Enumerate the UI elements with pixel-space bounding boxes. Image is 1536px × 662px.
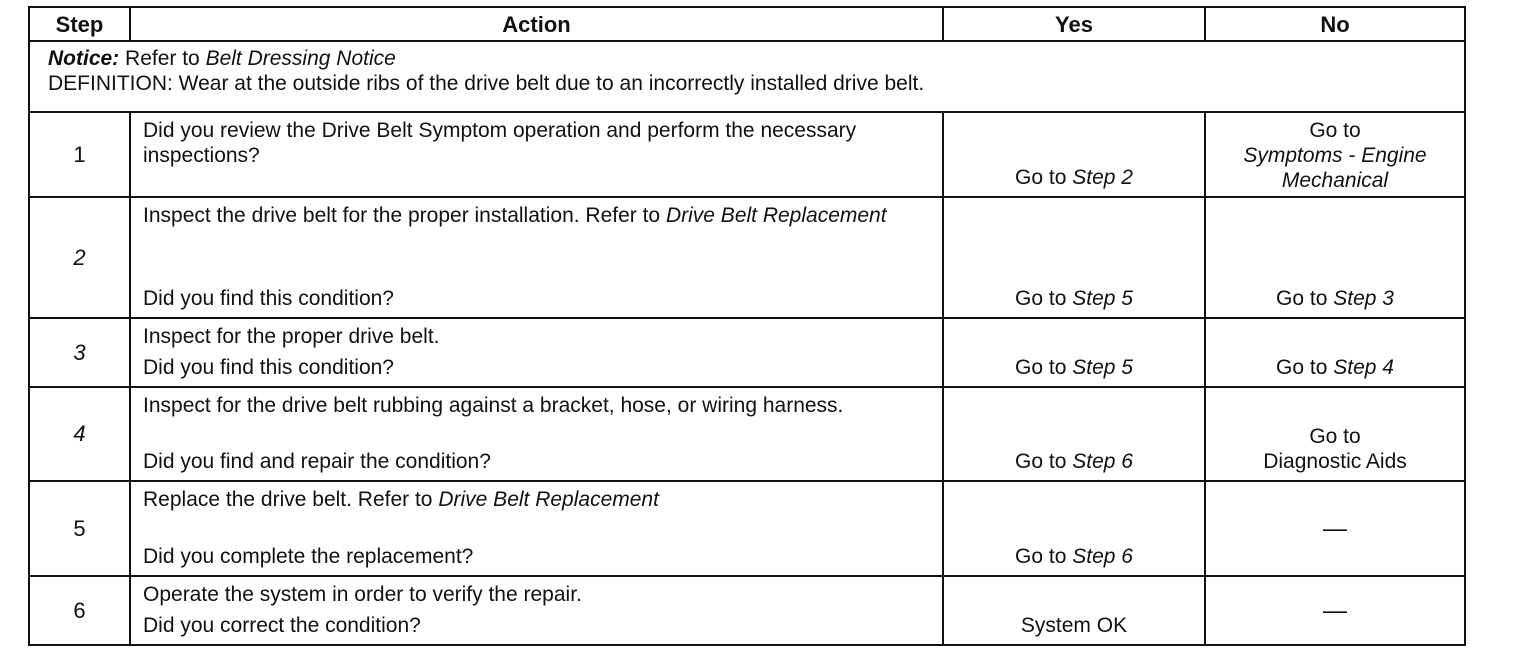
yes-cell: [943, 387, 1205, 482]
action-question: Did you find this condition?: [143, 286, 394, 310]
header-no: No: [1205, 7, 1465, 41]
action-cell: [130, 112, 943, 197]
table-row: [29, 481, 1465, 576]
yes-cell: [943, 197, 1205, 318]
no-link[interactable]: Diagnostic Aids: [1263, 450, 1407, 474]
yes-cell: [943, 112, 1205, 197]
table-row: [29, 318, 1465, 387]
yes-cell: [943, 481, 1205, 576]
table-row: [29, 387, 1465, 482]
yes-cell: [943, 318, 1205, 387]
no-cell: [1205, 318, 1465, 387]
action-question: Did you complete the replacement?: [143, 545, 474, 569]
table-row: [29, 112, 1465, 197]
definition-text: DEFINITION: Wear at the outside ribs of the drive belt due to an incorrectly installed drive belt.: [48, 72, 925, 96]
header-step: Step: [29, 7, 130, 41]
no-cell: [1205, 112, 1465, 197]
action-text: Did you review the Drive Belt Symptom operation and perform the necessary inspections?: [143, 118, 857, 167]
yes-prefix: Go to: [1015, 286, 1067, 310]
notice-line: [48, 46, 1464, 71]
no-link[interactable]: Step 3: [1333, 286, 1394, 310]
no-cell: [1205, 481, 1465, 576]
table-row: [29, 197, 1465, 318]
no-cell: [1205, 576, 1465, 645]
action-cell: [130, 318, 943, 387]
action-text: Operate the system in order to verify the repair.: [143, 583, 582, 607]
yes-link[interactable]: Step 5: [1072, 286, 1133, 310]
step-number: 2: [29, 197, 130, 318]
yes-prefix: Go to: [1015, 450, 1067, 474]
yes-result: System OK: [1020, 614, 1128, 637]
action-cell: [130, 481, 943, 576]
no-dash: —: [1323, 597, 1347, 625]
notice-row: [29, 41, 1465, 112]
yes-prefix: Go to: [1015, 545, 1067, 569]
action-question: Did you find this condition?: [143, 355, 394, 379]
step-number: 5: [29, 481, 130, 576]
step-number: 3: [29, 318, 130, 387]
no-dash: —: [1323, 515, 1347, 543]
yes-prefix: Go to: [1015, 165, 1067, 189]
yes-cell: [943, 576, 1205, 645]
no-prefix: Go to: [1276, 355, 1328, 379]
action-cell: [130, 387, 943, 482]
step-number: 1: [29, 112, 130, 197]
action-text: Inspect the drive belt for the proper installation. Refer to: [143, 203, 661, 227]
yes-link[interactable]: Step 2: [1072, 165, 1133, 189]
diagnostic-table: [28, 6, 1466, 646]
action-cell: [130, 576, 943, 645]
notice-link[interactable]: Belt Dressing Notice: [205, 47, 396, 71]
notice-label: Notice:: [48, 47, 120, 71]
step-number: 6: [29, 576, 130, 645]
yes-link[interactable]: Step 6: [1072, 450, 1133, 474]
no-cell: [1205, 387, 1465, 482]
action-text: Inspect for the drive belt rubbing against a bracket, hose, or wiring harness.: [143, 393, 844, 417]
table-row: [29, 576, 1465, 645]
no-link[interactable]: Step 4: [1333, 355, 1394, 379]
no-prefix: Go to: [1309, 425, 1361, 449]
yes-prefix: Go to: [1015, 355, 1067, 379]
header-action: Action: [130, 7, 943, 41]
notice-refer: Refer to: [125, 47, 200, 71]
action-question: Did you correct the condition?: [143, 614, 421, 637]
action-text: Replace the drive belt. Refer to: [143, 488, 433, 512]
no-cell: [1205, 197, 1465, 318]
yes-link[interactable]: Step 5: [1072, 355, 1133, 379]
action-question: Did you find and repair the condition?: [143, 450, 491, 474]
header-yes: Yes: [943, 7, 1205, 41]
no-link[interactable]: Symptoms - Engine Mechanical: [1243, 143, 1427, 192]
notice-cell: [29, 41, 1465, 112]
header-row: [29, 7, 1465, 41]
step-number: 4: [29, 387, 130, 482]
yes-link[interactable]: Step 6: [1072, 545, 1133, 569]
action-link[interactable]: Drive Belt Replacement: [665, 203, 887, 227]
action-cell: [130, 197, 943, 318]
no-prefix: Go to: [1309, 118, 1361, 142]
no-prefix: Go to: [1276, 286, 1328, 310]
action-link[interactable]: Drive Belt Replacement: [438, 488, 659, 512]
action-text: Inspect for the proper drive belt.: [143, 324, 440, 348]
